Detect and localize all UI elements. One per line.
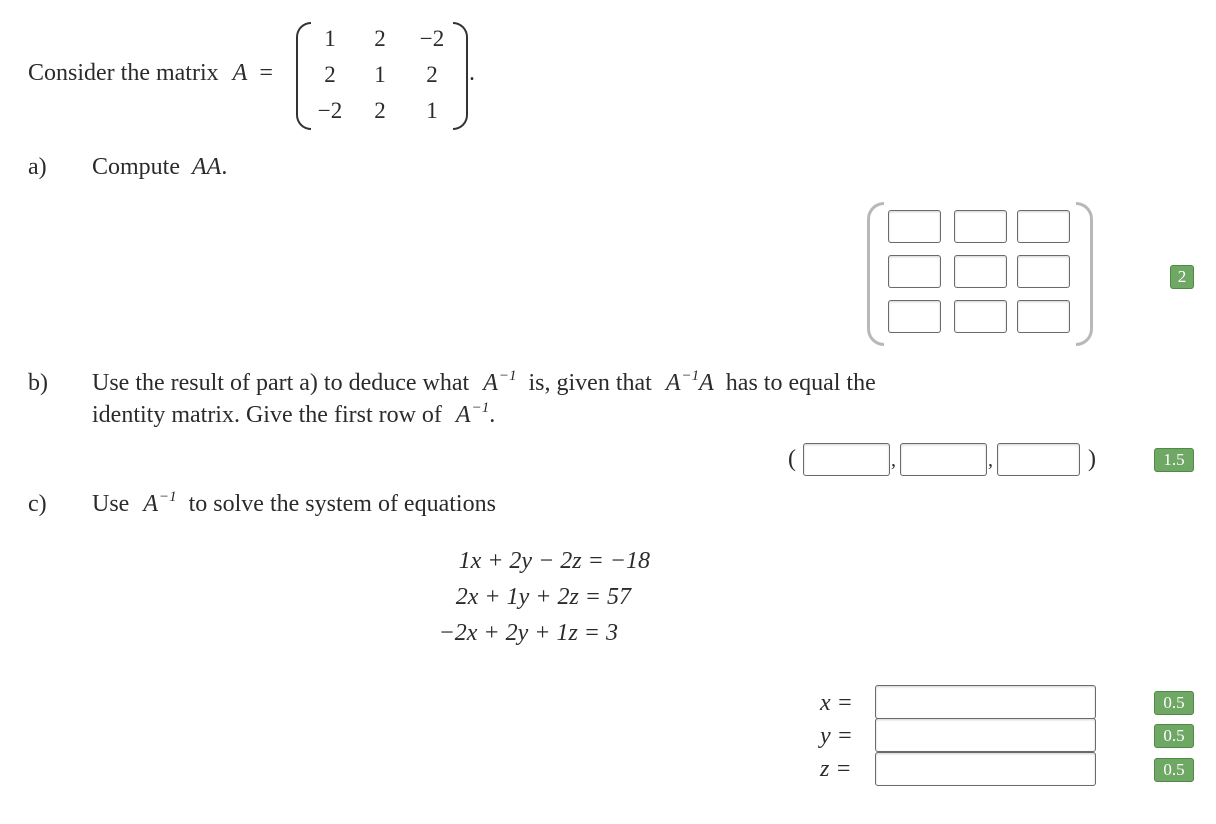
first-row-input-1[interactable] — [803, 443, 890, 476]
x-input[interactable] — [875, 685, 1096, 719]
equation-3: −2x + 2y + 1z = 3 — [438, 620, 618, 646]
x-label: x = — [820, 690, 853, 716]
points-badge-x: 0.5 — [1154, 691, 1194, 715]
right-paren — [453, 22, 468, 130]
a-inverse-base: A — [483, 370, 498, 396]
matrix-entry: 2 — [374, 98, 386, 123]
matrix-answer-input-r2c2[interactable] — [954, 255, 1007, 288]
matrix-entry: 1 — [374, 62, 386, 87]
matrix-entry: −2 — [419, 26, 445, 51]
first-row-input-3[interactable] — [997, 443, 1080, 476]
a-inverse — [666, 370, 714, 396]
part-c-text2: to solve the system of equations — [188, 491, 496, 517]
points-badge-b: 1.5 — [1154, 448, 1194, 472]
part-b-text3: has to equal the — [725, 370, 876, 396]
part-b-text4: identity matrix. Give the first row of — [92, 402, 442, 428]
z-label: z = — [820, 756, 852, 782]
part-c-text1: Use — [92, 491, 130, 517]
y-input[interactable] — [875, 718, 1096, 752]
a-inverse-exp: −1 — [471, 400, 490, 416]
y-label: y = — [820, 723, 853, 749]
first-row-input-2[interactable] — [900, 443, 987, 476]
matrix-entry: −2 — [317, 98, 343, 123]
intro-period: . — [469, 60, 475, 86]
part-b-text2: is, given that — [528, 370, 652, 396]
points-badge-a: 2 — [1170, 265, 1194, 289]
matrix-entry: 1 — [324, 26, 336, 51]
matrix-answer-input-r1c1[interactable] — [888, 210, 941, 243]
a-inverse — [483, 370, 516, 396]
points-badge-z: 0.5 — [1154, 758, 1194, 782]
matrix-answer-input-r2c3[interactable] — [1017, 255, 1070, 288]
row-comma: , — [988, 449, 993, 471]
part-a-period: . — [221, 154, 228, 180]
part-a-text: Compute — [92, 154, 180, 180]
part-b-line2 — [92, 402, 495, 429]
intro-text — [28, 60, 273, 87]
part-b-label: b) — [28, 370, 48, 396]
equation-1: 1x + 2y − 2z = −18 — [458, 548, 650, 574]
a-inverse — [456, 402, 489, 428]
matrix-answer-input-r1c2[interactable] — [954, 210, 1007, 243]
a-inverse-exp: −1 — [498, 368, 517, 384]
right-paren — [1076, 202, 1093, 346]
matrix-entry: 2 — [426, 62, 438, 87]
matrix-variable: A — [699, 370, 714, 396]
intro-label: Consider the matrix — [28, 60, 219, 86]
row-close-paren: ) — [1088, 446, 1096, 472]
matrix-answer-input-r3c1[interactable] — [888, 300, 941, 333]
part-a-expression: AA — [192, 154, 222, 180]
matrix-a — [296, 20, 468, 132]
points-badge-y: 0.5 — [1154, 724, 1194, 748]
part-c-question — [92, 491, 496, 518]
part-b-text1: Use the result of part a) to deduce what — [92, 370, 470, 396]
a-inverse — [143, 491, 176, 517]
equation-2: 2x + 1y + 2z = 57 — [455, 584, 631, 610]
part-a-label: a) — [28, 154, 47, 180]
matrix-entry: 1 — [426, 98, 438, 123]
a-inverse-base: A — [665, 370, 681, 396]
answer-matrix — [867, 200, 1093, 344]
a-inverse-exp: −1 — [681, 368, 700, 384]
a-inverse-base: A — [143, 491, 158, 517]
matrix-answer-input-r2c1[interactable] — [888, 255, 941, 288]
part-b-line1 — [92, 370, 876, 397]
matrix-answer-input-r1c3[interactable] — [1017, 210, 1070, 243]
matrix-variable: A — [232, 60, 248, 86]
part-b-period: . — [489, 402, 496, 428]
z-input[interactable] — [875, 752, 1096, 786]
matrix-answer-input-r3c2[interactable] — [954, 300, 1007, 333]
left-paren — [867, 202, 884, 346]
matrix-entry: 2 — [324, 62, 336, 87]
matrix-entry: 2 — [374, 26, 386, 51]
row-open-paren: ( — [788, 446, 796, 472]
a-inverse-base: A — [455, 402, 471, 428]
part-c-label: c) — [28, 491, 47, 517]
part-a-question — [92, 154, 227, 181]
matrix-answer-input-r3c3[interactable] — [1017, 300, 1070, 333]
row-comma: , — [891, 449, 896, 471]
equals-sign: = — [259, 60, 273, 86]
a-inverse-exp: −1 — [159, 489, 177, 505]
